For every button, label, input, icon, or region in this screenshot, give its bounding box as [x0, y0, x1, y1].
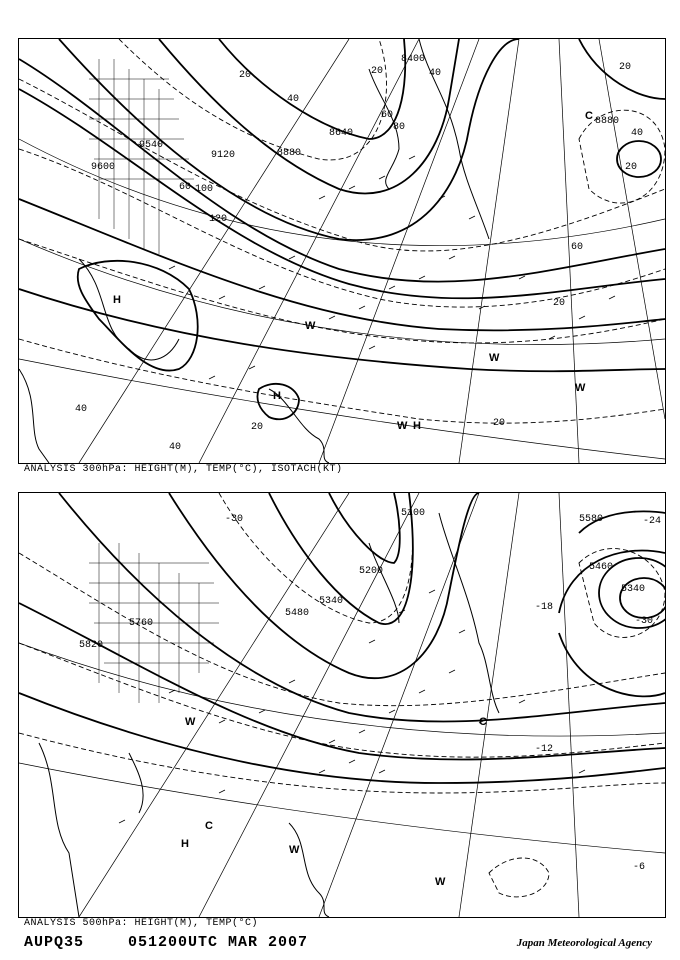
height-labels	[79, 508, 645, 651]
isotach-label: 120	[209, 214, 228, 225]
isotherm-label: -30	[225, 514, 244, 525]
height-label: 8640	[329, 128, 354, 139]
isotach-label: 80	[393, 122, 406, 133]
high-center-label: H	[113, 294, 121, 306]
high-contours	[78, 141, 661, 419]
height-labels	[91, 54, 619, 173]
map-panel-500hpa	[18, 492, 666, 918]
height-label: 5460	[589, 562, 614, 573]
isotach-label: 20	[625, 162, 638, 173]
isotherm-label: -24	[643, 516, 662, 527]
coastlines	[19, 39, 489, 463]
high-center-label: H	[413, 420, 421, 432]
isotach-label: 40	[75, 404, 88, 415]
isotach-label: 40	[429, 68, 442, 79]
cold-center-label: C	[205, 820, 213, 832]
height-label: 9600	[91, 162, 116, 173]
isotherm-label: -6	[633, 862, 646, 873]
cold-center-label: C	[479, 716, 487, 728]
isotach-label: 20	[239, 70, 252, 81]
isotherm-label: -18	[535, 602, 554, 613]
caption-300hpa: ANALYSIS 300hPa: HEIGHT(M), TEMP(°C), ISOTACH(KT)	[24, 464, 343, 475]
product-code: AUPQ35	[24, 934, 85, 951]
isotach-label: 100	[195, 184, 214, 195]
cold-center-label: C	[585, 110, 593, 122]
isotach-label: 40	[287, 94, 300, 105]
height-label: 5200	[359, 566, 384, 577]
high-center-label: H	[181, 838, 189, 850]
height-label: 8400	[401, 54, 426, 65]
warm-center-label: W	[305, 320, 316, 332]
graticule	[19, 493, 665, 917]
isotach-label: 20	[619, 62, 632, 73]
isotach-label: 40	[631, 128, 644, 139]
height-label: 9120	[211, 150, 236, 161]
isotherm-label: -30	[635, 616, 654, 627]
high-center-label: H	[273, 390, 281, 402]
warm-center-label: W	[289, 844, 300, 856]
height-label: 8880	[277, 148, 302, 159]
agency-name: Japan Meteorological Agency	[516, 937, 652, 949]
warm-center-label: W	[575, 382, 586, 394]
isotach-label: 20	[553, 298, 566, 309]
height-label: 9540	[139, 140, 164, 151]
height-contours	[19, 39, 665, 371]
height-label: 5340	[319, 596, 344, 607]
map-500hpa-canvas	[19, 493, 665, 917]
isotach-label: 60	[381, 110, 394, 121]
map-300hpa-canvas	[19, 39, 665, 463]
warm-center-label: W	[397, 420, 408, 432]
isotach-labels	[75, 62, 643, 453]
isotach-label: 20	[371, 66, 384, 77]
height-label: 5340	[621, 584, 646, 595]
isotach-label: 20	[251, 422, 264, 433]
map-panel-300hpa	[18, 38, 666, 464]
isotach-label: 20	[493, 418, 506, 429]
isotherms	[19, 493, 665, 897]
height-label: 8880	[595, 116, 620, 127]
graticule	[19, 39, 665, 463]
height-label: 5760	[129, 618, 154, 629]
height-label: 5480	[285, 608, 310, 619]
pressure-centers	[113, 110, 593, 432]
height-label: 5100	[401, 508, 426, 519]
isotach-label: 60	[179, 182, 192, 193]
height-contours	[19, 493, 665, 783]
caption-500hpa: ANALYSIS 500hPa: HEIGHT(M), TEMP(°C)	[24, 918, 259, 929]
warm-center-label: W	[489, 352, 500, 364]
isotach-label: 60	[571, 242, 584, 253]
isotherm-label: -12	[535, 744, 554, 755]
station-plots	[169, 156, 615, 379]
height-label: 5580	[579, 514, 604, 525]
warm-center-label: W	[435, 876, 446, 888]
coastlines	[39, 513, 499, 917]
station-plots	[119, 590, 585, 823]
hatched-region	[89, 543, 219, 703]
warm-center-label: W	[185, 716, 196, 728]
valid-time: 051200UTC MAR 2007	[128, 934, 309, 951]
isotach-label: 40	[169, 442, 182, 453]
height-label: 5820	[79, 640, 104, 651]
pressure-centers	[181, 716, 487, 888]
